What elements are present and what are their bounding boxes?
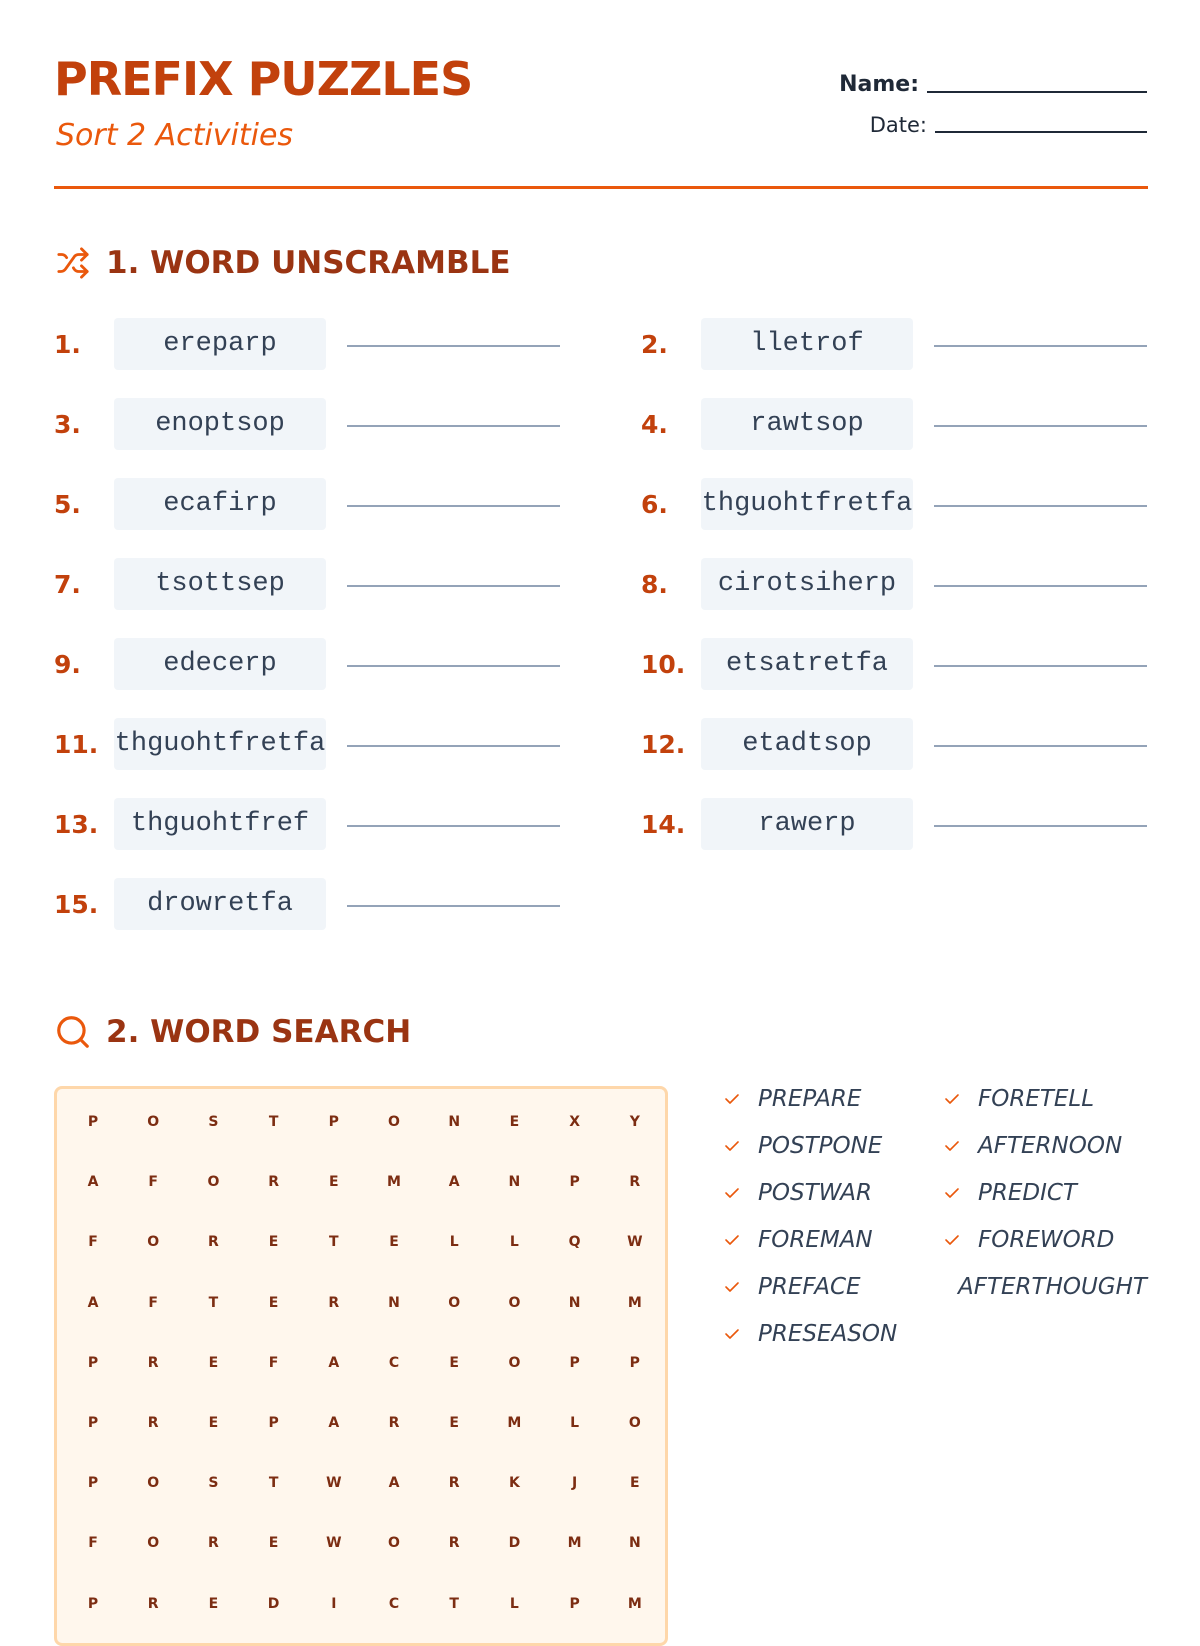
grid-letter[interactable]: R — [448, 1535, 460, 1552]
item-number: 13. — [54, 810, 99, 839]
answer-line[interactable] — [347, 505, 560, 507]
unscramble-item — [54, 478, 614, 532]
grid-letter[interactable]: P — [328, 1114, 339, 1130]
answer-line[interactable] — [934, 745, 1147, 747]
grid-letter[interactable]: N — [508, 1174, 521, 1191]
word-search-heading — [54, 1013, 411, 1051]
check-icon — [724, 1186, 740, 1200]
grid-letter[interactable]: O — [388, 1114, 400, 1130]
word-bank-item — [944, 1133, 1122, 1159]
unscramble-item — [54, 558, 614, 612]
date-line[interactable] — [935, 131, 1147, 133]
answer-line[interactable] — [347, 825, 560, 827]
grid-letter[interactable]: O — [628, 1415, 641, 1431]
date-label: Date: — [869, 113, 927, 137]
grid-letter[interactable]: S — [208, 1475, 219, 1492]
grid-letter[interactable]: A — [388, 1475, 400, 1492]
grid-letter[interactable]: P — [87, 1354, 99, 1371]
grid-letter[interactable]: P — [629, 1354, 640, 1371]
grid-letter[interactable]: L — [509, 1595, 519, 1612]
word-bank-label: POSTWAR — [758, 1180, 872, 1206]
answer-line[interactable] — [347, 905, 560, 907]
grid-letter[interactable]: I — [331, 1595, 337, 1612]
grid-letter[interactable]: O — [508, 1294, 521, 1311]
unscramble-heading — [54, 245, 511, 281]
item-number: 9. — [54, 650, 81, 679]
word-bank-item — [724, 1274, 861, 1300]
scrambled-word: edecerp — [114, 638, 326, 690]
grid-letter[interactable]: N — [628, 1535, 641, 1552]
grid-letter[interactable]: D — [267, 1595, 280, 1612]
grid-letter[interactable]: F — [88, 1234, 98, 1251]
answer-line[interactable] — [347, 345, 560, 347]
unscramble-item — [641, 718, 1200, 772]
item-number: 11. — [54, 730, 99, 759]
word-bank-label: FOREMAN — [758, 1227, 873, 1253]
grid-letter[interactable]: F — [148, 1294, 158, 1311]
check-icon — [944, 1233, 960, 1247]
grid-letter[interactable]: P — [87, 1415, 99, 1431]
item-number: 15. — [54, 890, 99, 919]
item-number: 2. — [641, 330, 668, 359]
search-icon — [54, 1013, 92, 1051]
grid-letter[interactable]: A — [87, 1294, 99, 1311]
word-bank-item — [724, 1133, 882, 1159]
unscramble-item — [54, 638, 614, 692]
grid-letter[interactable]: E — [268, 1294, 279, 1311]
check-icon — [944, 1092, 960, 1106]
unscramble-item — [54, 878, 614, 932]
word-bank-label: FORETELL — [978, 1086, 1095, 1112]
answer-line[interactable] — [934, 345, 1147, 347]
item-number: 4. — [641, 410, 668, 439]
item-number: 8. — [641, 570, 668, 599]
grid-letter[interactable]: A — [328, 1415, 340, 1431]
check-icon — [724, 1327, 740, 1341]
word-bank-item — [944, 1180, 1077, 1206]
scrambled-word: rawtsop — [701, 398, 913, 450]
answer-line[interactable] — [347, 425, 560, 427]
scrambled-word: rawerp — [701, 798, 913, 850]
word-bank-item — [958, 1274, 1147, 1300]
grid-letter[interactable]: O — [207, 1174, 220, 1191]
item-number: 10. — [641, 650, 686, 679]
answer-line[interactable] — [934, 585, 1147, 587]
item-number: 7. — [54, 570, 81, 599]
grid-letter[interactable]: Q — [568, 1234, 581, 1251]
check-icon — [724, 1233, 740, 1247]
grid-letter[interactable]: O — [147, 1234, 160, 1251]
unscramble-item — [641, 318, 1200, 372]
grid-letter[interactable]: P — [87, 1475, 99, 1492]
grid-letter[interactable]: E — [329, 1174, 339, 1191]
scrambled-word: tsottsep — [114, 558, 326, 610]
grid-letter[interactable]: P — [87, 1114, 99, 1130]
grid-letter[interactable]: E — [630, 1475, 640, 1492]
name-field[interactable] — [839, 72, 1147, 97]
word-bank-label: AFTERNOON — [978, 1133, 1123, 1159]
word-bank-label: PREDICT — [978, 1180, 1077, 1206]
grid-letter[interactable]: R — [629, 1174, 641, 1191]
scrambled-word: drowretfa — [114, 878, 326, 930]
answer-line[interactable] — [934, 505, 1147, 507]
grid-letter[interactable]: M — [387, 1174, 401, 1191]
scrambled-word: etadtsop — [701, 718, 913, 770]
grid-letter[interactable]: J — [571, 1475, 578, 1492]
grid-letter[interactable]: F — [148, 1174, 158, 1191]
grid-letter[interactable]: W — [326, 1475, 342, 1492]
grid-letter[interactable]: E — [208, 1354, 219, 1371]
grid-letter[interactable]: E — [268, 1535, 279, 1552]
grid-letter[interactable]: T — [329, 1234, 339, 1251]
word-bank-item — [944, 1227, 1114, 1253]
grid-letter[interactable]: A — [448, 1174, 460, 1191]
grid-letter[interactable]: C — [388, 1595, 400, 1612]
check-icon — [724, 1280, 740, 1294]
unscramble-item — [641, 398, 1200, 452]
word-search-heading-text: 2. WORD SEARCH — [106, 1014, 412, 1050]
grid-letter[interactable]: O — [508, 1354, 521, 1371]
grid-letter[interactable]: M — [627, 1595, 642, 1612]
scrambled-word: thguohtfretfa — [701, 478, 913, 530]
word-bank-item — [944, 1086, 1094, 1112]
grid-letter[interactable]: R — [147, 1595, 159, 1612]
grid-letter[interactable]: K — [508, 1475, 520, 1492]
grid-letter[interactable]: O — [147, 1114, 160, 1130]
grid-letter[interactable]: F — [268, 1354, 279, 1371]
grid-letter[interactable]: E — [268, 1234, 279, 1251]
word-bank-label: POSTPONE — [758, 1133, 883, 1159]
unscramble-item — [641, 798, 1200, 852]
grid-letter[interactable]: T — [268, 1475, 279, 1492]
word-bank-label: AFTERTHOUGHT — [958, 1274, 1147, 1300]
word-bank-item — [724, 1321, 897, 1347]
word-search-grid — [54, 1086, 668, 1646]
grid-letter[interactable]: T — [208, 1294, 219, 1311]
answer-line[interactable] — [347, 745, 560, 747]
grid-letter[interactable]: L — [509, 1234, 519, 1251]
scrambled-word: lletrof — [701, 318, 913, 370]
answer-line[interactable] — [934, 425, 1147, 427]
scrambled-word: thguohtfretfa — [114, 718, 326, 770]
date-field[interactable] — [870, 113, 1147, 137]
grid-letter[interactable]: E — [449, 1354, 459, 1371]
grid-letter[interactable]: E — [208, 1415, 219, 1431]
grid-letter[interactable]: M — [627, 1294, 642, 1311]
word-bank-label: FOREWORD — [978, 1227, 1115, 1253]
unscramble-item — [54, 718, 614, 772]
unscramble-item — [54, 798, 614, 852]
header-divider — [54, 186, 1148, 189]
grid-letter[interactable]: R — [268, 1174, 279, 1191]
check-icon — [724, 1139, 740, 1153]
grid-letter[interactable]: E — [509, 1114, 520, 1130]
answer-line[interactable] — [934, 665, 1147, 667]
grid-letter[interactable]: P — [569, 1174, 580, 1191]
item-number: 1. — [54, 330, 81, 359]
unscramble-item — [54, 318, 614, 372]
grid-letter[interactable]: S — [208, 1114, 219, 1130]
page-title: PREFIX PUZZLES — [54, 52, 473, 106]
grid-letter[interactable]: R — [208, 1234, 219, 1251]
scrambled-word: etsatretfa — [701, 638, 913, 690]
unscramble-heading-text: 1. WORD UNSCRAMBLE — [106, 245, 511, 281]
grid-letter[interactable]: L — [570, 1415, 580, 1431]
grid-letter[interactable]: M — [507, 1415, 522, 1431]
grid-letter[interactable]: P — [569, 1595, 580, 1612]
check-icon — [944, 1139, 960, 1153]
grid-letter[interactable]: W — [627, 1234, 643, 1251]
grid-letter[interactable]: T — [268, 1114, 279, 1130]
grid-letter[interactable]: W — [326, 1535, 342, 1552]
grid-letter[interactable]: T — [449, 1595, 459, 1612]
grid-letter[interactable]: R — [147, 1415, 159, 1431]
word-bank-item — [724, 1227, 873, 1253]
grid-letter[interactable]: E — [389, 1234, 399, 1251]
grid-letter[interactable]: A — [87, 1174, 99, 1191]
grid-letter[interactable]: O — [147, 1475, 160, 1492]
grid-letter[interactable]: X — [569, 1114, 580, 1130]
grid-letter[interactable]: N — [388, 1294, 400, 1311]
grid-letter[interactable]: Y — [629, 1114, 640, 1130]
grid-letter[interactable]: R — [388, 1415, 400, 1431]
item-number: 14. — [641, 810, 686, 839]
unscramble-item — [54, 398, 614, 452]
grid-letter[interactable]: F — [88, 1535, 98, 1552]
word-bank-label: PREFACE — [758, 1274, 861, 1300]
grid-letter[interactable]: D — [508, 1535, 521, 1552]
check-icon — [724, 1092, 740, 1106]
item-number: 12. — [641, 730, 686, 759]
grid-letter[interactable]: P — [569, 1354, 580, 1371]
scrambled-word: enoptsop — [114, 398, 326, 450]
grid-letter[interactable]: E — [208, 1595, 219, 1612]
grid-letter[interactable]: L — [449, 1234, 459, 1251]
grid-letter[interactable]: R — [208, 1535, 219, 1552]
grid-letter[interactable]: O — [448, 1294, 461, 1311]
name-label: Name: — [839, 72, 919, 97]
unscramble-item — [641, 478, 1200, 532]
unscramble-item — [641, 638, 1200, 692]
shuffle-icon — [54, 246, 92, 280]
grid-letter[interactable]: N — [568, 1294, 581, 1311]
check-icon — [944, 1186, 960, 1200]
grid-letter[interactable]: P — [268, 1415, 279, 1431]
grid-letter[interactable]: A — [328, 1354, 340, 1371]
item-number: 6. — [641, 490, 668, 519]
grid-letter[interactable]: O — [388, 1535, 400, 1552]
grid-letter[interactable]: N — [448, 1114, 461, 1130]
unscramble-item — [641, 558, 1200, 612]
grid-letter[interactable]: M — [567, 1535, 582, 1552]
word-bank-label: PREPARE — [758, 1086, 862, 1112]
item-number: 3. — [54, 410, 81, 439]
name-line[interactable] — [927, 91, 1147, 93]
grid-letter[interactable]: R — [147, 1354, 159, 1371]
grid-letter[interactable]: E — [449, 1415, 459, 1431]
item-number: 5. — [54, 490, 81, 519]
answer-line[interactable] — [347, 585, 560, 587]
grid-letter[interactable]: C — [388, 1354, 400, 1371]
scrambled-word: ereparp — [114, 318, 326, 370]
scrambled-word: thguohtfref — [114, 798, 326, 850]
grid-letter[interactable]: O — [147, 1535, 160, 1552]
word-bank-item — [724, 1086, 861, 1112]
word-bank-item — [724, 1180, 872, 1206]
answer-line[interactable] — [934, 825, 1147, 827]
scrambled-word: cirotsiherp — [701, 558, 913, 610]
word-bank-label: PRESEASON — [758, 1321, 898, 1347]
scrambled-word: ecafirp — [114, 478, 326, 530]
answer-line[interactable] — [347, 665, 560, 667]
grid-letter[interactable]: R — [328, 1294, 340, 1311]
grid-letter[interactable]: R — [448, 1475, 460, 1492]
grid-letter[interactable]: P — [87, 1595, 99, 1612]
page-subtitle: Sort 2 Activities — [56, 118, 294, 153]
